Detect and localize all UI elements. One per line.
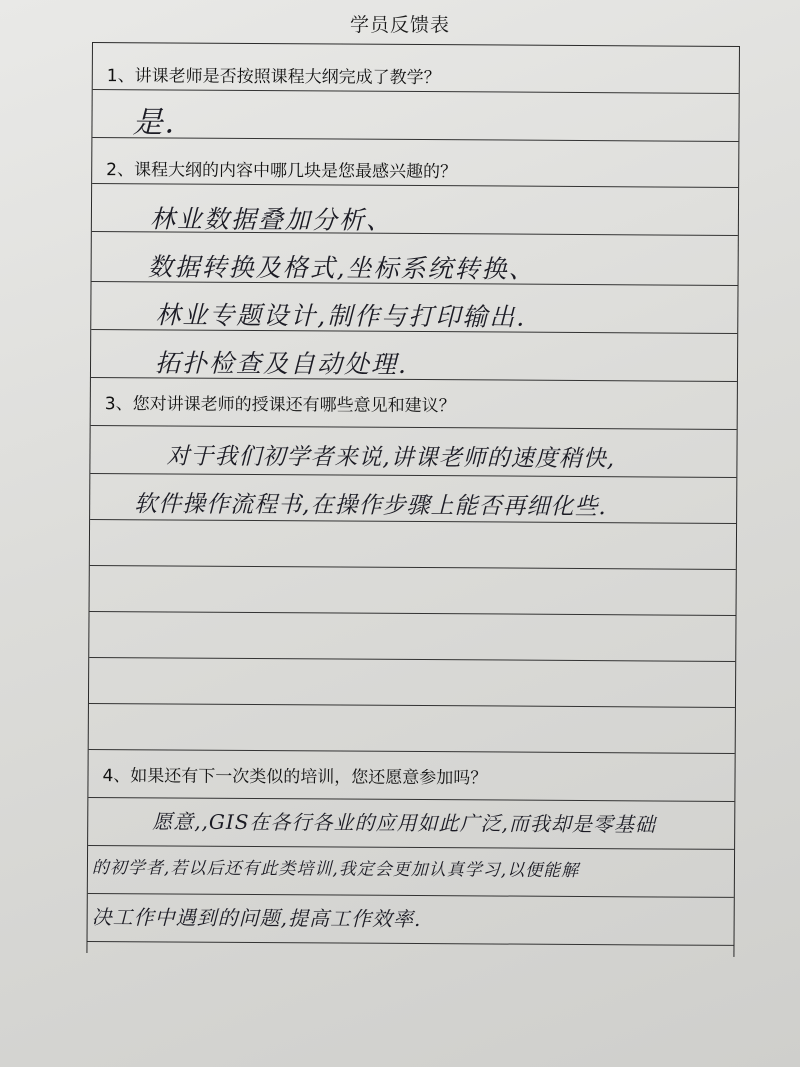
rule-line <box>91 425 737 430</box>
answer-4-line-3: 决工作中遇到的问题,提高工作效率. <box>91 905 422 932</box>
answer-3-line-2: 软件操作流程书,在操作步骤上能否再细化些. <box>134 491 607 521</box>
answer-3-line-1: 对于我们初学者来说,讲课老师的速度稍快, <box>166 443 616 473</box>
rule-line <box>89 749 735 754</box>
rule-line <box>90 473 736 478</box>
question-3: 3、您对讲课老师的授课还有哪些意见和建议？ <box>104 394 456 417</box>
rule-line <box>93 89 739 94</box>
answer-1: 是. <box>132 105 177 141</box>
rule-line <box>92 183 738 188</box>
rule-line <box>88 797 734 802</box>
answer-2-line-4: 拓扑检查及自动处理. <box>154 348 409 379</box>
rule-line <box>88 941 734 946</box>
rule-line <box>88 893 734 898</box>
rule-line <box>89 703 735 708</box>
question-2: 2、课程大纲的内容中哪几块是您最感兴趣的？ <box>106 160 458 183</box>
answer-2-line-3: 林业专题设计,制作与打印输出. <box>155 300 527 332</box>
question-1: 1、讲课老师是否按照课程大纲完成了教学？ <box>106 66 441 89</box>
answer-2-line-1: 林业数据叠加分析、 <box>149 204 394 235</box>
answer-4-line-1: 愿意,,GIS在各行各业的应用如此广泛,而我却是零基础 <box>152 809 656 837</box>
rule-line <box>88 845 734 850</box>
question-4: 4、如果还有下一次类似的培训，您还愿意参加吗？ <box>102 766 488 789</box>
form-title: 学员反馈表 <box>349 14 450 36</box>
rule-line <box>89 657 735 662</box>
answer-4-line-2: 的初学者,若以后还有此类培训,我定会更加认真学习,以便能解 <box>91 858 580 881</box>
feedback-table <box>86 42 740 957</box>
rule-line <box>90 565 736 570</box>
rule-line <box>92 137 738 142</box>
answer-2-line-2: 数据转换及格式,坐标系统转换、 <box>147 252 536 284</box>
rule-line <box>90 611 736 616</box>
